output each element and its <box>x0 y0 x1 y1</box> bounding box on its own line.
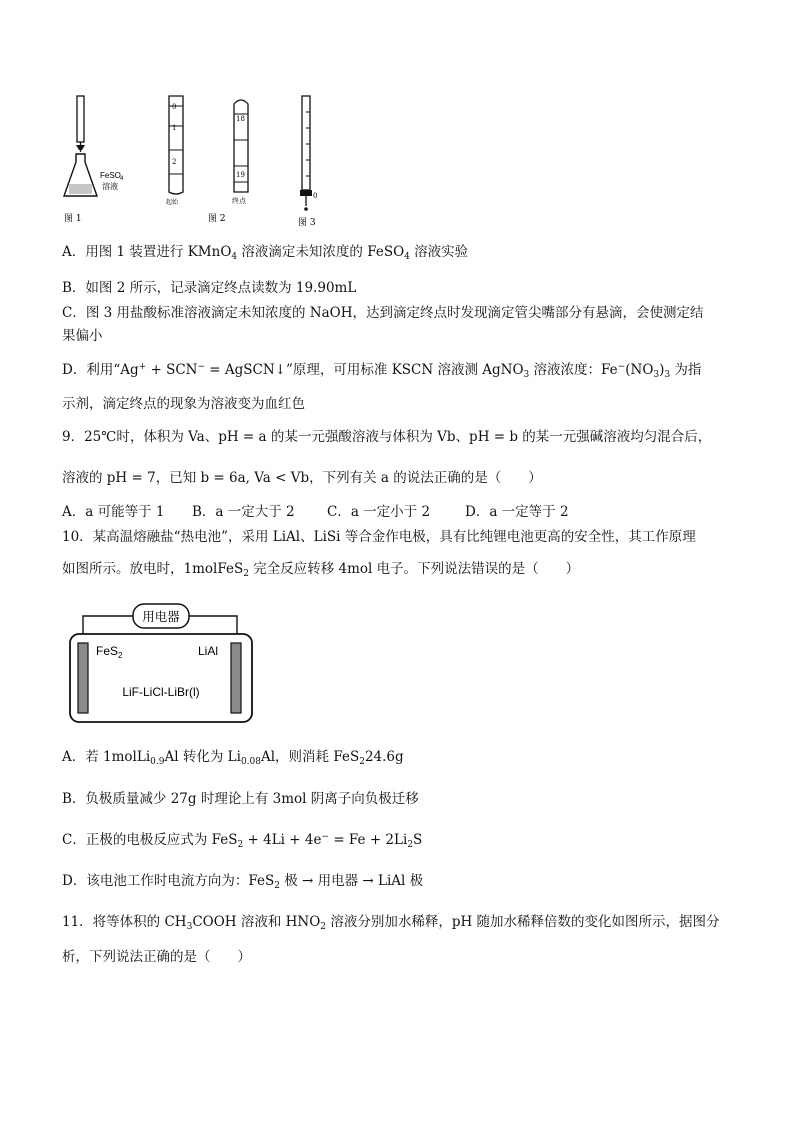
svg-text:4: 4 <box>120 176 124 182</box>
q10-stem-line2: 如图所示。放电时，1molFeS$_2$ 完全反应转移 4mol 电子。下列说法错误的是（ ） <box>62 561 580 579</box>
q9-stem-line2: 溶液的 pH = 7，已知 b = 6a, Va < Vb，下列有关 a 的说法正确的是（ ） <box>62 470 542 486</box>
q10-option-a: A．若 1molLi$_{0.9}$Al 转化为 $Li_{0.08}Al$，则消耗 FeS$_2$24.6g <box>62 749 404 767</box>
battery-diagram <box>66 598 256 726</box>
figure-3-burette <box>298 96 317 228</box>
q8-option-c-line2: 果偏小 <box>62 328 103 344</box>
figure-2-readings <box>166 96 248 224</box>
q8-option-d-line2: 示剂，滴定终点的现象为溶液变为血红色 <box>62 396 305 412</box>
electrolyte-label: LiF-LiCl-LiBr(l) <box>122 685 200 699</box>
q11-stem-line1: 11．将等体积的 $CH_3COOH$ 溶液和 $HNO_2$ 溶液分别加水稀释，pH 随加水稀释倍数的变化如图所示，据图分 <box>62 914 720 932</box>
q8-option-a: A．用图 1 装置进行 KMnO$_4$ 溶液滴定未知浓度的 FeSO$_4$ 溶液实验 <box>62 244 469 262</box>
svg-text:0: 0 <box>313 192 318 200</box>
figure-3-caption: 图 3 <box>298 218 316 228</box>
figure-1-caption: 图 1 <box>64 214 82 224</box>
q10-option-b: B．负极质量减少 27g 时理论上有 3mol 阴离子向负极迁移 <box>62 791 419 807</box>
q11-stem-line2: 析，下列说法正确的是（ ） <box>62 949 251 965</box>
lial-electrode <box>231 643 241 713</box>
svg-text:1: 1 <box>172 124 177 132</box>
q8-option-d-line1: D．利用“Ag+ + SCN− = AgSCN↓”原理，可用标准 KSCN 溶液测 AgNO$_3$ 溶液浓度：$Fe^-(NO_3)_3$ 为指 <box>62 362 702 380</box>
q8-option-c-line1: C．图 3 用盐酸标准溶液滴定未知浓度的 NaOH，达到滴定终点时发现滴定管尖嘴部分有悬滴，会使测定结 <box>62 305 704 321</box>
flask-label-solution: 溶液 <box>102 182 118 191</box>
svg-text:0: 0 <box>172 103 177 111</box>
q8-option-b: B．如图 2 所示，记录滴定终点读数为 19.90mL <box>62 280 357 296</box>
q10-stem-line1: 10．某高温熔融盐“热电池”，采用 LiAl、LiSi 等合金作电极，具有比纯锂电池更高的安全性，其工作原理 <box>62 529 696 545</box>
figure-1-apparatus <box>64 96 124 224</box>
fes2-electrode <box>78 643 88 713</box>
q9-option-d: D．a 一定等于 2 <box>465 504 569 520</box>
device-label: 用电器 <box>142 609 180 624</box>
q9-option-b: B．a 一定大于 2 <box>192 504 295 520</box>
lial-label: LiAl <box>198 644 219 658</box>
titration-figures <box>60 92 350 234</box>
figure-2-caption: 图 2 <box>208 214 226 224</box>
q9-options <box>62 503 569 521</box>
q10-option-c: C．正极的电极反应式为 $FeS_2 + 4Li + 4e^- = Fe + 2Li_2S$ <box>62 832 423 850</box>
svg-text:终点: 终点 <box>232 197 246 205</box>
flask-label: FeSO <box>100 171 121 180</box>
q9-option-c: C．a 一定小于 2 <box>327 504 431 520</box>
svg-text:19: 19 <box>236 171 245 179</box>
q9-stem-line1: 9．25℃时，体积为 Va、pH = a 的某一元强酸溶液与体积为 Vb、pH = b 的某一元强碱溶液均匀混合后， <box>62 429 712 445</box>
svg-text:18: 18 <box>236 115 245 123</box>
q10-option-d: D．该电池工作时电流方向为：FeS$_2$ 极 → 用电器 → LiAl 极 <box>62 873 424 891</box>
svg-text:2: 2 <box>172 158 177 166</box>
q9-option-a: A．a 可能等于 1 <box>62 504 165 520</box>
fes2-label: FeS$_2$ <box>96 644 123 660</box>
svg-text:起始: 起始 <box>166 199 179 206</box>
